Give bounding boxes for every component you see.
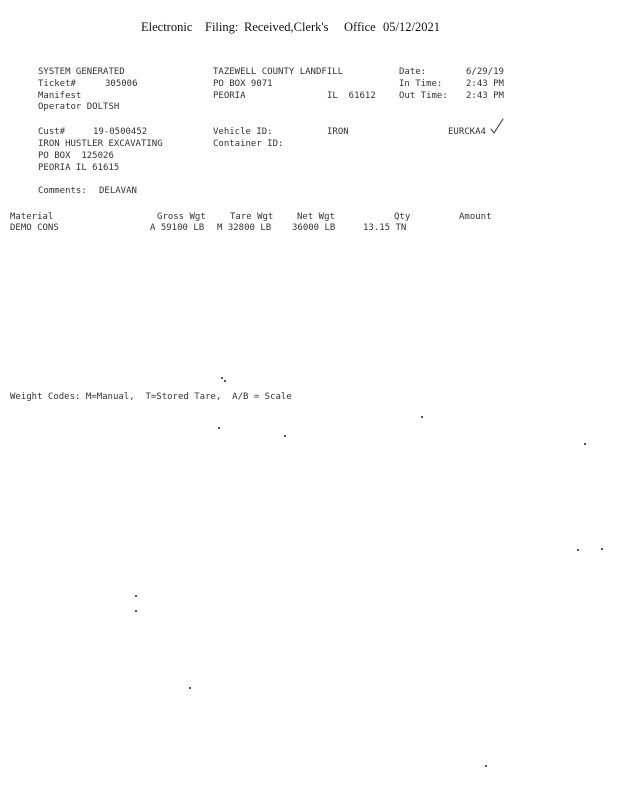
row-gross: A 59100 LB [150,223,205,233]
customer-city: PEORIA IL 61615 [38,163,120,173]
comments-label: Comments: [38,186,87,196]
scan-speck [189,687,191,689]
filing-office: Office [344,20,376,34]
comments-value: DELAVAN [99,186,137,196]
in-time-value: 2:43 PM [466,79,504,89]
scan-speck [284,435,286,437]
filing-received: Received,Clerk's [244,20,329,34]
col-header-net: Net Wgt [297,212,335,222]
landfill-state-zip: IL 61612 [327,91,376,101]
container-label: Container ID: [213,139,284,149]
location-code: EURCKA4 [448,127,486,137]
filing-date: 05/12/2021 [383,20,440,34]
scan-speck [577,549,579,551]
scan-speck [224,380,226,382]
customer-po-box: PO BOX 125026 [38,151,114,161]
row-material: DEMO CONS [10,223,59,233]
manifest-label: Manifest [38,91,82,101]
landfill-city: PEORIA [213,91,246,101]
col-header-amount: Amount [459,212,492,222]
col-header-qty: Qty [394,212,411,222]
row-qty: 13.15 TN [363,223,407,233]
scan-speck [601,548,603,550]
cust-label: Cust# [38,127,66,137]
in-time-label: In Time: [399,79,443,89]
filing-header [0,20,618,38]
scan-speck [421,416,423,418]
scan-speck [221,377,223,379]
scan-speck [135,610,137,612]
scan-speck [218,427,220,429]
vehicle-value: IRON [327,127,349,137]
col-header-gross: Gross Wgt [157,212,206,222]
weight-codes-legend: Weight Codes: M=Manual, T=Stored Tare, A/B = Scale [10,392,292,402]
out-time-value: 2:43 PM [466,91,504,101]
ticket-number: 305006 [105,79,138,89]
landfill-po-box: PO BOX 9071 [213,79,273,89]
ticket-label: Ticket# [38,79,76,89]
handwritten-checkmark-icon [490,118,504,136]
cust-number: 19-0500452 [93,127,148,137]
system-generated: SYSTEM GENERATED [38,67,125,77]
row-tare: M 32800 LB [217,223,272,233]
scan-speck [584,443,586,445]
col-header-tare: Tare Wgt [230,212,274,222]
vehicle-label: Vehicle ID: [213,127,273,137]
row-net: 36000 LB [292,223,336,233]
filing-electronic: Electronic [141,20,193,34]
filing-label: Filing: [205,20,239,34]
operator-line: Operator DOLTSH [38,102,120,112]
col-header-material: Material [10,212,54,222]
date-value: 6/29/19 [466,67,504,77]
scan-speck [135,595,137,597]
scan-speck [485,765,487,767]
landfill-name: TAZEWELL COUNTY LANDFILL [213,67,344,77]
out-time-label: Out Time: [399,91,448,101]
date-label: Date: [399,67,427,77]
customer-name: IRON HUSTLER EXCAVATING [38,139,163,149]
